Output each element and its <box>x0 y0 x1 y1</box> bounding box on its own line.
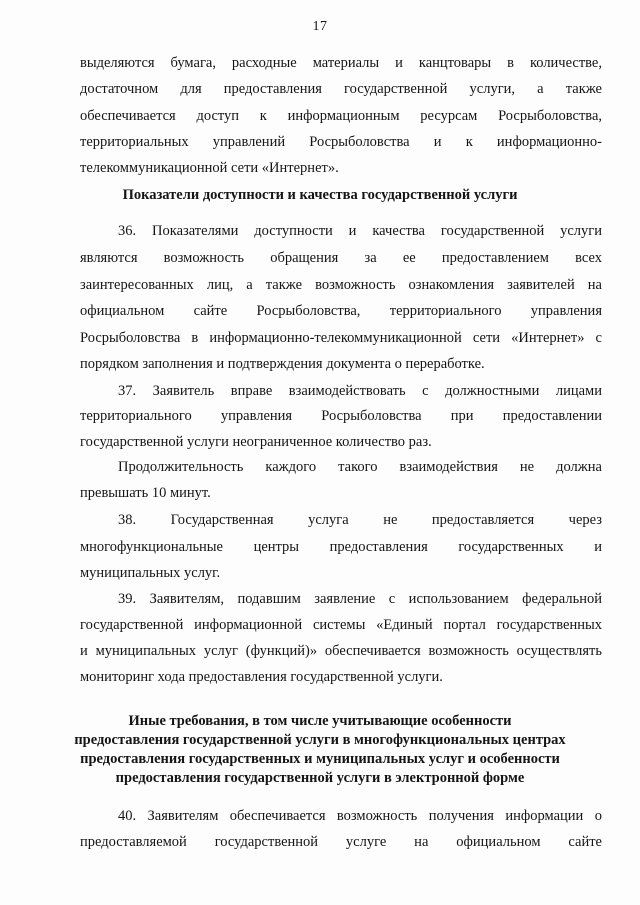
paragraph-40-line: 40. Заявителям обеспечивается возможность получения информации о <box>118 808 602 824</box>
text-line: достаточном для предоставления государственной услуги, а также <box>80 81 602 97</box>
paragraph-36-line: Росрыболовства в информационно-телекоммуникационной сети «Интернет» с <box>80 330 602 346</box>
section-heading-line: предоставления государственных и муниципальных услуг и особенности <box>80 751 560 767</box>
section-heading-line: Иные требования, в том числе учитывающие особенности <box>128 713 512 729</box>
paragraph-36-line: являются возможность обращения за ее предоставлением всех <box>80 250 602 266</box>
paragraph-38-line: 38. Государственная услуга не предоставляется через <box>118 512 602 528</box>
paragraph-37-line: 37. Заявитель вправе взаимодействовать с должностными лицами <box>118 383 602 399</box>
paragraph-36-line: официальном сайте Росрыболовства, территориального управления <box>80 303 602 319</box>
paragraph-36-line: заинтересованных лиц, а также возможность ознакомления заявителей на <box>80 277 602 293</box>
paragraph-39-line: и муниципальных услуг (функций)» обеспечивается возможность осуществлять <box>80 643 602 659</box>
page-number: 17 <box>312 19 328 34</box>
paragraph-38-line: муниципальных услуг. <box>80 565 221 581</box>
section-heading-line: предоставления государственной услуги в электронной форме <box>115 770 525 786</box>
paragraph-39-line: государственной информационной системы «Единый портал государственных <box>80 617 602 633</box>
paragraph-37-line: государственной услуги неограниченное количество раз. <box>80 434 432 450</box>
paragraph-37-continued-line: превышать 10 минут. <box>80 485 211 501</box>
paragraph-38-line: многофункциональные центры предоставления государственных и <box>80 539 602 555</box>
text-line: выделяются бумага, расходные материалы и канцтовары в количестве, <box>80 55 602 71</box>
text-line: телекоммуникационной сети «Интернет». <box>80 160 339 176</box>
paragraph-39-line: мониторинг хода предоставления государственной услуги. <box>80 669 443 685</box>
paragraph-36-line: 36. Показателями доступности и качества государственной услуги <box>118 223 602 239</box>
section-heading-line: предоставления государственной услуги в многофункциональных центрах <box>74 732 566 748</box>
paragraph-37-continued-line: Продолжительность каждого такого взаимодействия не должна <box>118 459 602 475</box>
paragraph-37-line: территориального управления Росрыболовства при предоставлении <box>80 408 602 424</box>
paragraph-39-line: 39. Заявителям, подавшим заявление с использованием федеральной <box>118 591 602 607</box>
section-heading: Показатели доступности и качества государственной услуги <box>122 187 518 203</box>
paragraph-40-line: предоставляемой государственной услуге на официальном сайте <box>80 834 602 850</box>
text-line: обеспечивается доступ к информационным ресурсам Росрыболовства, <box>80 108 602 124</box>
paragraph-36-line: порядком заполнения и подтверждения документа о переработке. <box>80 356 485 372</box>
text-line: территориальных управлений Росрыболовства и к информационно- <box>80 134 602 150</box>
